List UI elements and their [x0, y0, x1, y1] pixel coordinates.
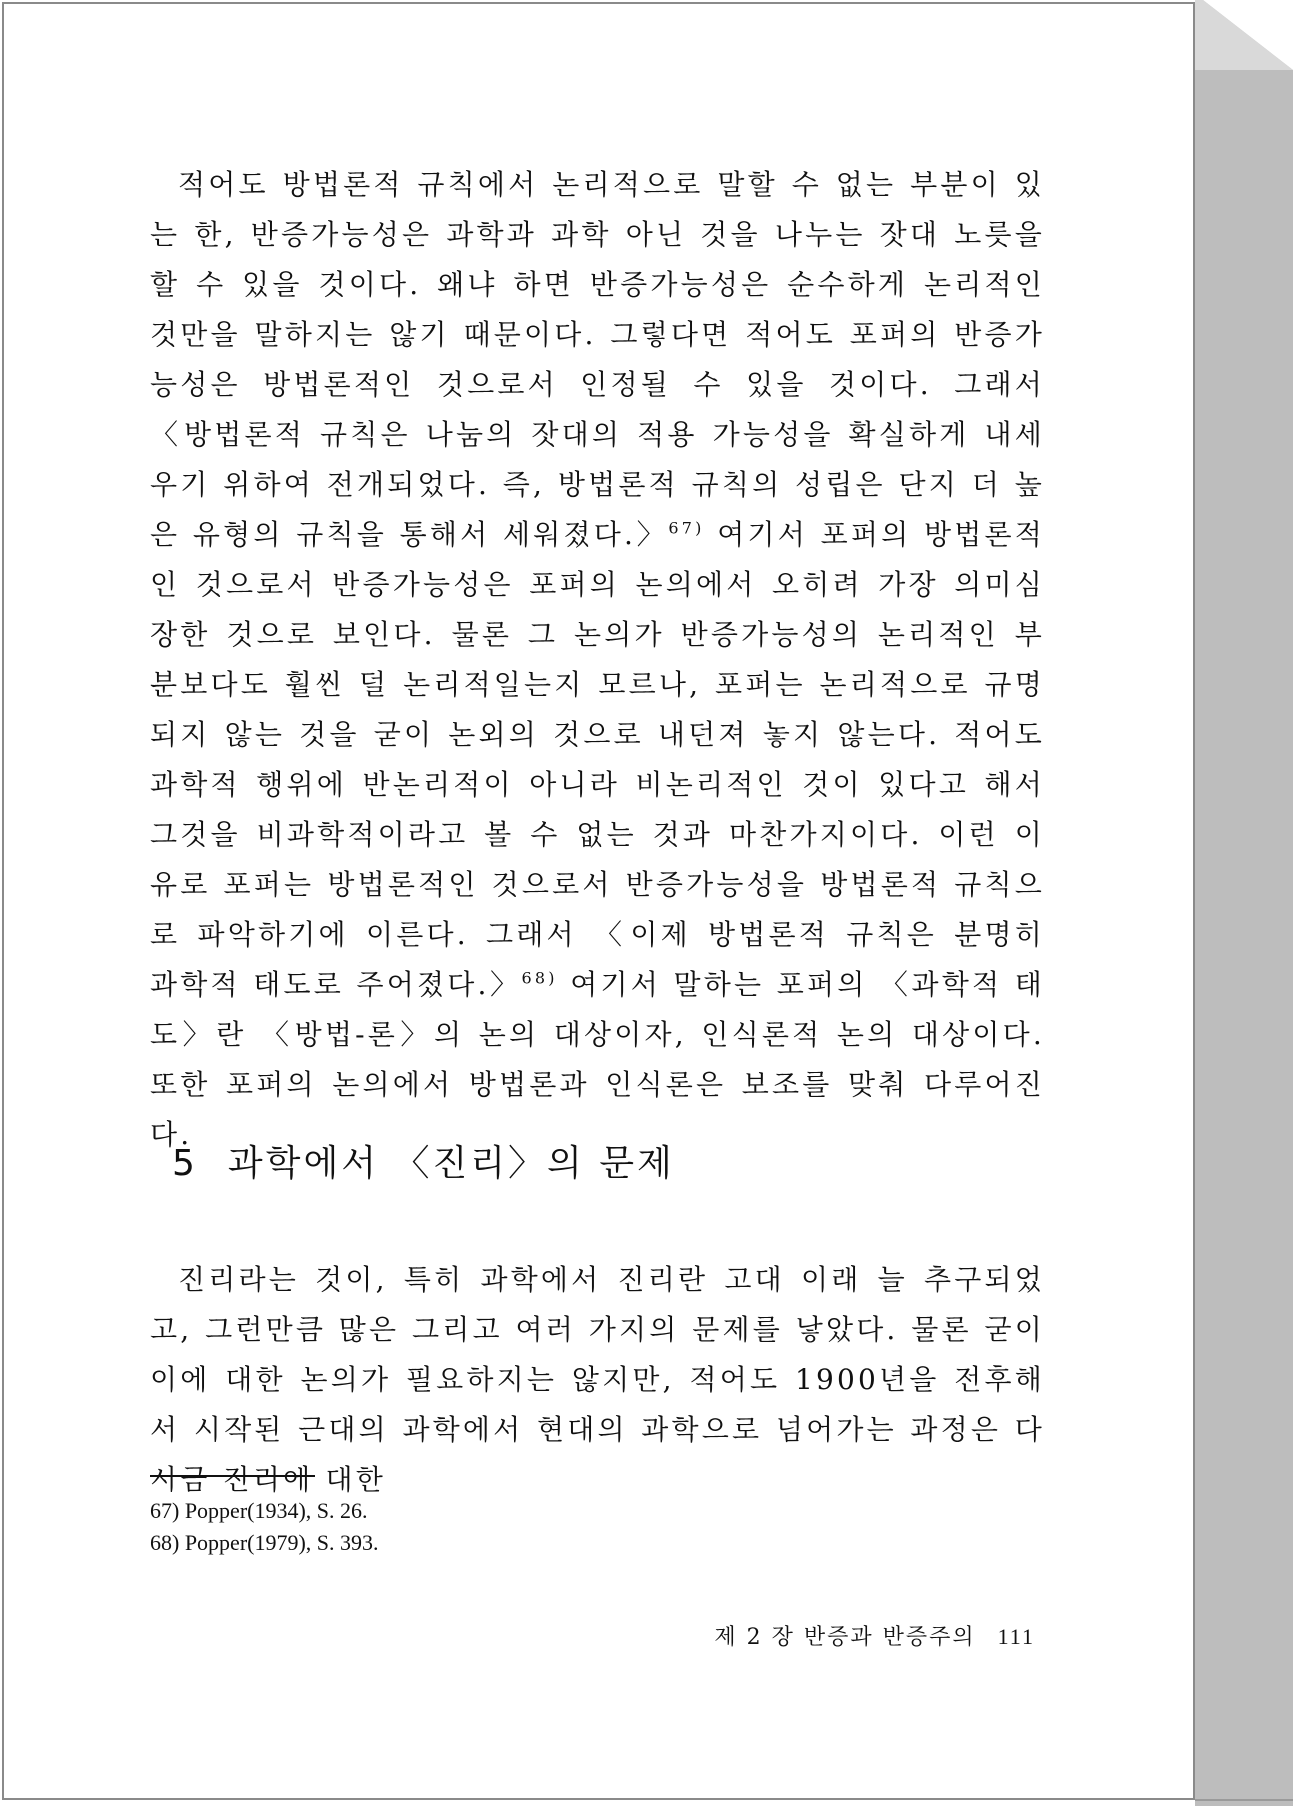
footnotes [150, 1495, 379, 1559]
footnote-ref: 68) [521, 968, 558, 988]
paragraph-text: 진리라는 것이, 특히 과학에서 진리란 고대 이래 늘 추구되었고, 그런만큼 많은 그리고 여러 가지의 문제를 낳았다. 물론 굳이 이에 대한 논의가 필요하지는 않지만, 적어도 1900년을 전후해서 시작된 근대의 과학에서 현대의 과학으로 넘어가는 과정은 다시금 진리에 대한 [150, 1263, 1045, 1496]
paragraph [150, 1255, 1045, 1505]
chapter-title: 제 2 장 반증과 반증주의 [714, 1625, 976, 1650]
running-footer [714, 1620, 1035, 1651]
paragraph-text: 여기서 말하는 포퍼의 〈과학적 태도〉란 〈방법-론〉의 논의 대상이자, 인식론적 논의 대상이다. 또한 포퍼의 논의에서 방법론과 인식론은 보조를 맞춰 다루어진다. [150, 968, 1046, 1151]
paragraph-text: 여기서 포퍼의 방법론적인 것으로서 반증가능성은 포퍼의 논의에서 오히려 가장 의미심장한 것으로 보인다. 물론 그 논의가 반증가능성의 논리적인 부분보다도 훨씬 덜 논리적일는지 모르나, 포퍼는 논리적으로 규명되지 않는 것을 굳이 논외의 것으로 내던져 놓지 않는다. 적어도 과학적 행위에 반논리적이 아니라 비논리적인 것이 있다고 해서 그것을 비과학적이라고 볼 수 없는 것과 마찬가지이다. 이런 이유로 포퍼는 방법론적인 것으로서 반증가능성을 방법론적 규칙으로 파악하기에 이른다. 그래서 〈이제 방법론적 규칙은 분명히 과학적 태도로 주어졌다.〉 [150, 518, 1045, 1001]
section-heading [172, 1135, 675, 1186]
page-edge-shadow [1195, 0, 1293, 1806]
body-text [150, 160, 1045, 1160]
footnote-divider [150, 1475, 315, 1477]
paragraph [150, 160, 1045, 1160]
paragraph-text: 적어도 방법론적 규칙에서 논리적으로 말할 수 없는 부분이 있는 한, 반증가능성은 과학과 과학 아닌 것을 나누는 잣대 노릇을 할 수 있을 것이다. 왜냐 하면 반증가능성은 순수하게 논리적인 것만을 말하지는 않기 때문이다. 그렇다면 적어도 포퍼의 반증가능성은 방법론적인 것으로서 인정될 수 있을 것이다. 그래서 〈방법론적 규칙은 나눔의 잣대의 적용 가능성을 확실하게 내세우기 위하여 전개되었다. 즉, 방법론적 규칙의 성립은 단지 더 높은 유형의 규칙을 통해서 세워졌다.〉 [150, 168, 1045, 551]
page-number: 111 [997, 1624, 1035, 1649]
footnote-ref: 67) [668, 518, 705, 538]
footnote: 67) Popper(1934), S. 26. [150, 1498, 368, 1523]
footnote: 68) Popper(1979), S. 393. [150, 1530, 379, 1555]
section-title: 과학에서 〈진리〉의 문제 [227, 1143, 675, 1184]
section-number: 5 [172, 1143, 198, 1184]
